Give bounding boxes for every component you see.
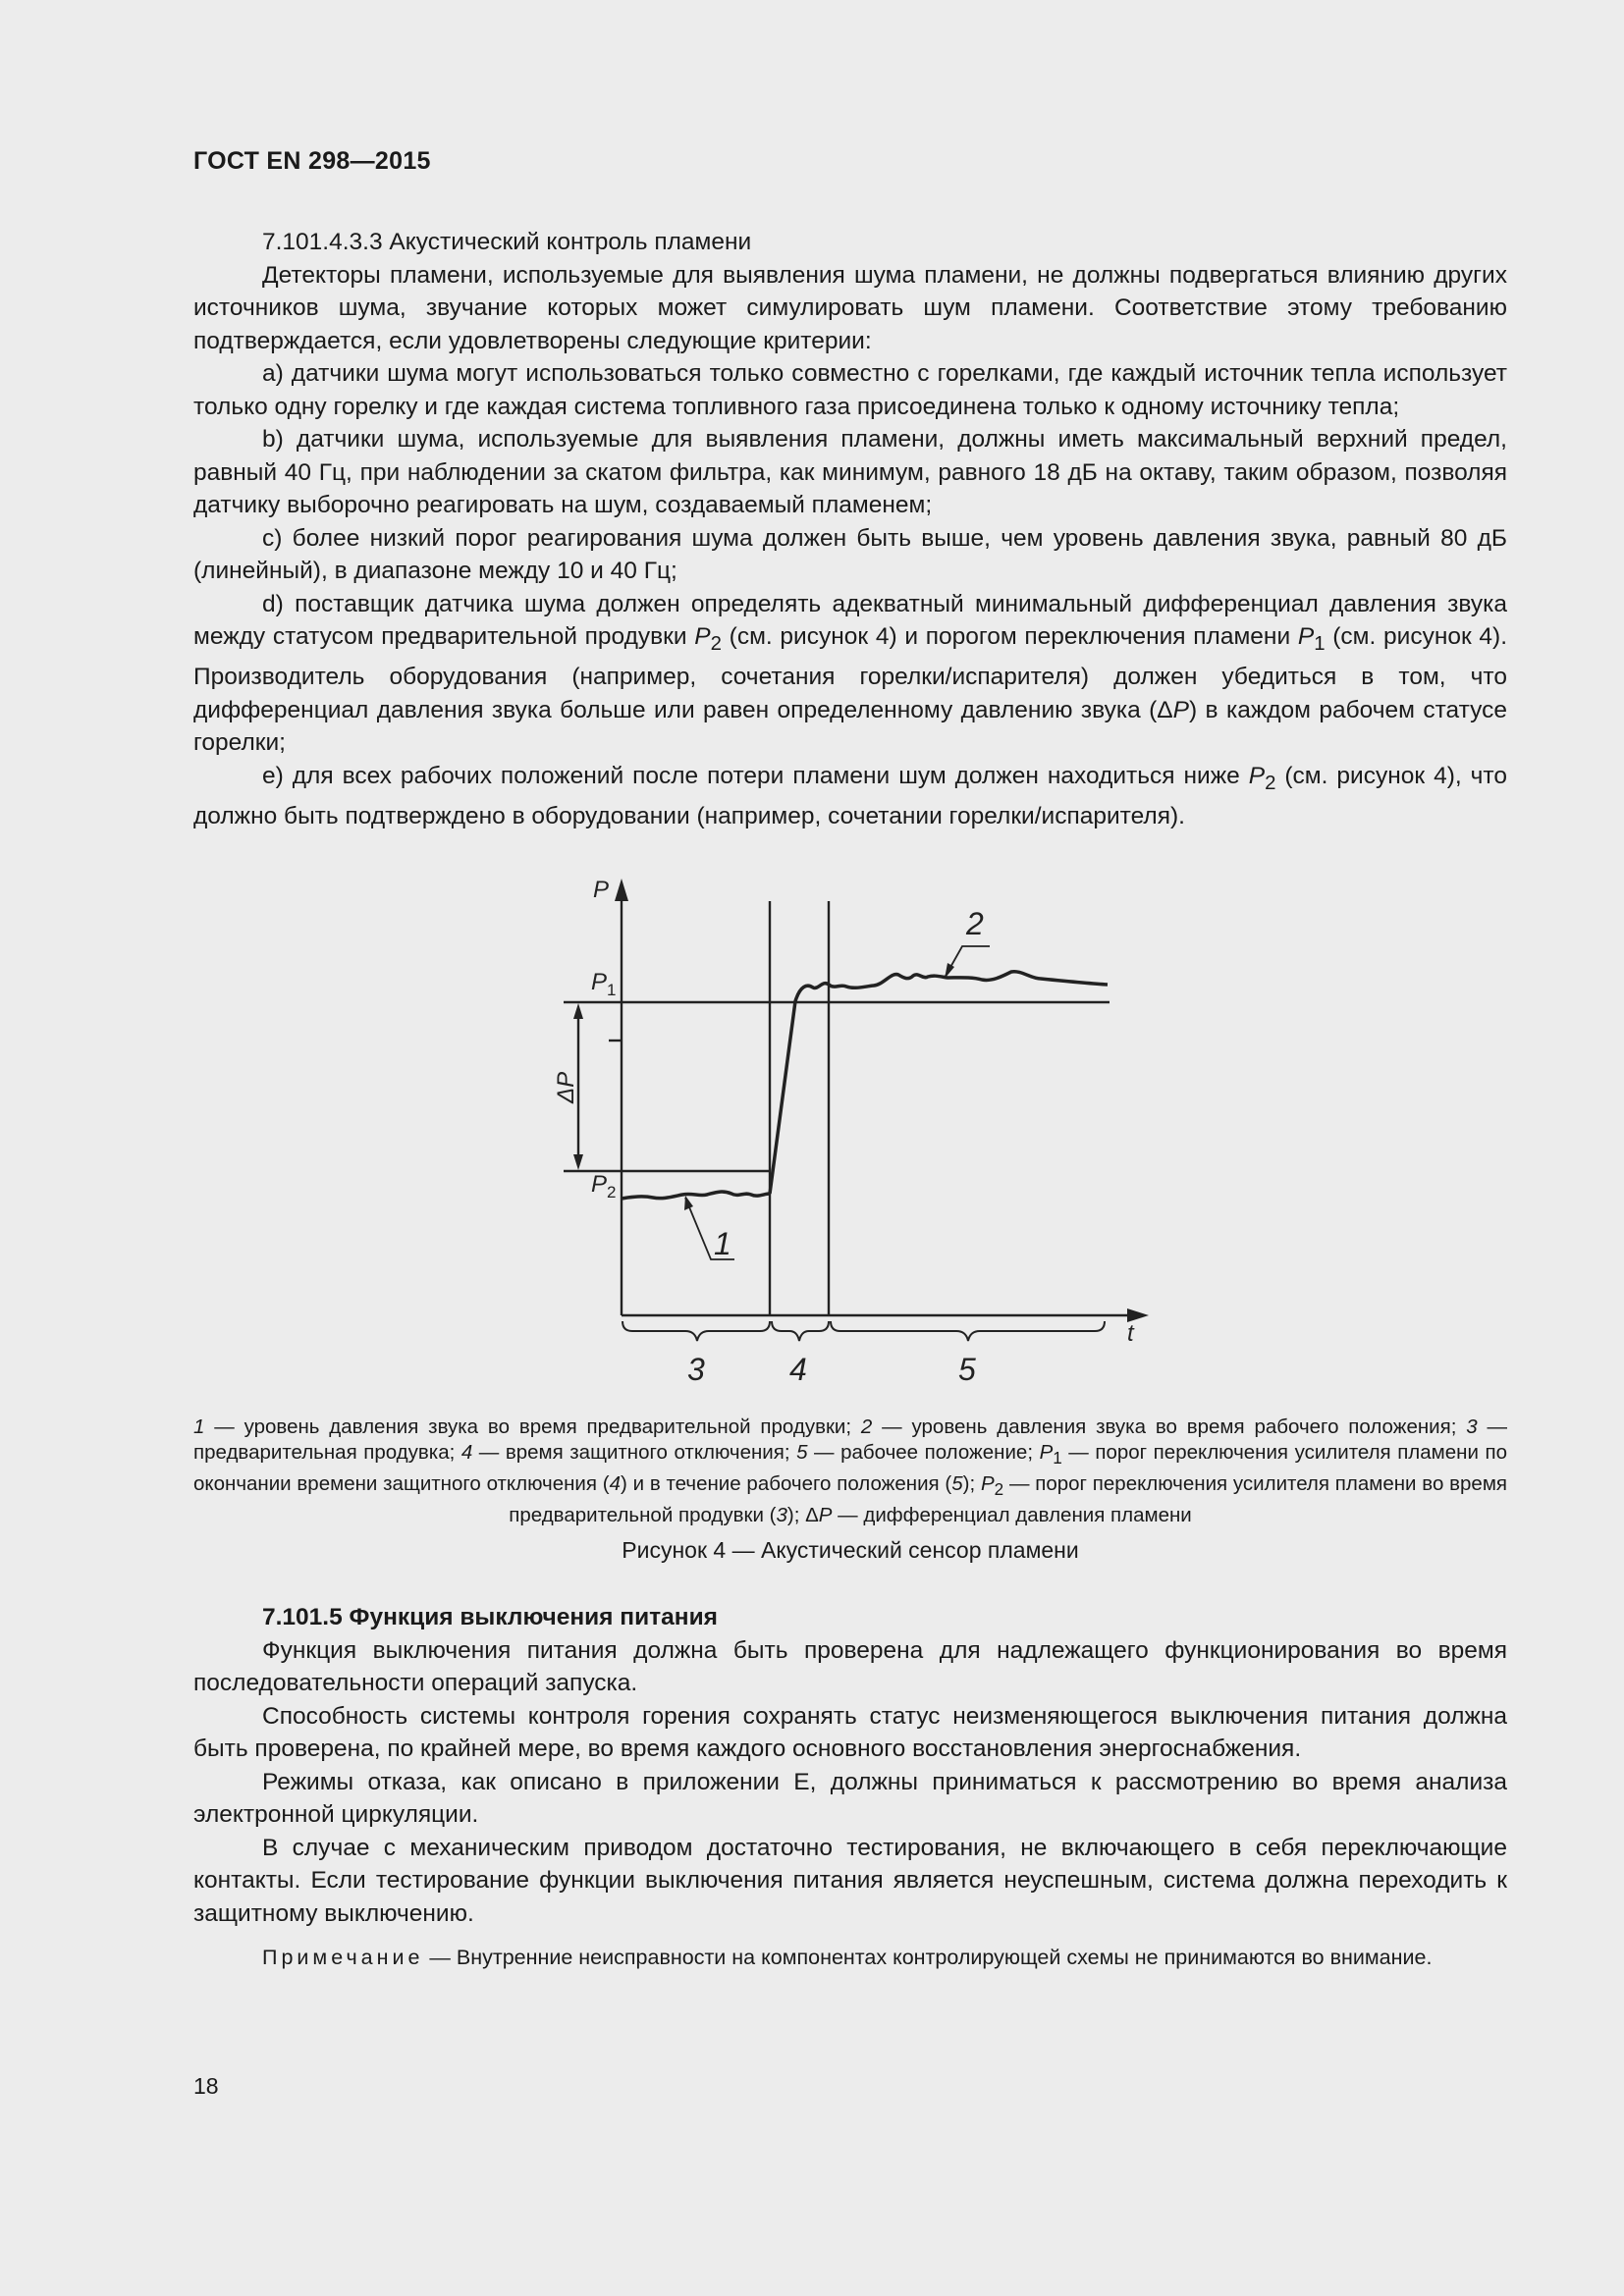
figure-caption: Рисунок 4 — Акустический сенсор пламени <box>622 1537 1079 1563</box>
delta-p-arrow-up <box>573 1003 583 1019</box>
note-text: — Внутренние неисправности на компонентах контролирующей схемы не принимаются во внимание. <box>423 1946 1433 1969</box>
criterion-d: d) поставщик датчика шума должен определять адекватный минимальный дифференциал давления звука между статусом предварительной продувки $P_2$ (см. рисунок 4) и порогом переключения пламени $P_1$ (см. рисунок 4). Производитель оборудования (например, сочетания горелки/испарителя) должен убедиться в том, что дифференциал давления звука больше или равен определенному давлению звука (ΔP) в каждом рабочем статусе горелки; <box>193 590 1507 757</box>
subsection-title: 7.101.4.3.3 Акустический контроль пламени <box>262 229 752 255</box>
y-axis-arrow <box>615 879 628 901</box>
section-power-off <box>193 1601 1507 1930</box>
paragraph: Режимы отказа, как описано в приложении E, должны приниматься к рассмотрению во время анализа электронной циркуляции. <box>193 1768 1507 1828</box>
paragraph: Детекторы пламени, используемые для выявления шума пламени, не должны подвергаться влиянию других источников шума, звучание которых может симулировать шум пламени. Соответствие этому требованию подтверждается, если удовлетворены следующие критерии: <box>193 261 1507 354</box>
prepurge-noise-curve <box>622 1192 770 1199</box>
callout-1-arrowhead <box>684 1196 693 1210</box>
operating-noise-curve <box>770 972 1108 1194</box>
criterion-b: b) датчики шума, используемые для выявления пламени, должны иметь максимальный верхний предел, равный 40 Гц, при наблюдении за скатом фильтра, как минимум, равного 18 дБ на октаву, таким образом, позволяя датчику выборочно реагировать на шум, создаваемый пламенем; <box>193 426 1507 518</box>
callout-2-label: 2 <box>966 906 984 941</box>
criterion-a: a) датчики шума могут использоваться только совместно с горелками, где каждый источник тепла использует только одну горелку и где каждая система топливного газа присоединена только к одному источнику тепла; <box>193 360 1507 420</box>
note <box>193 1944 1507 1972</box>
delta-p-label: ΔP <box>553 1071 579 1103</box>
interval-3-label: 3 <box>687 1352 705 1387</box>
p1-label: $P_1$ <box>591 969 617 999</box>
callout-2-leader <box>945 946 990 978</box>
figure-legend: 1 — уровень давления звука во время предварительной продувки; 2 — уровень давления звука во время рабочего положения; 3 — предварительная продувка; 4 — время защитного отключения; 5 — рабочее положение; $P_1$ — порог переключения усилителя пламени по окончании времени защитного отключения (4) и в течение рабочего положения (5); $P_2$ — порог переключения усилителя пламени во время предварительной продувки (3); ΔP — дифференциал давления пламени <box>193 1415 1508 1527</box>
x-axis-label: t <box>1127 1320 1134 1347</box>
page-number: 18 <box>193 2073 219 2099</box>
interval-4-brace <box>772 1321 829 1341</box>
acoustic-sensor-figure <box>550 864 1178 1394</box>
p2-label: $P_2$ <box>591 1171 617 1201</box>
body-text <box>193 226 1507 833</box>
section-title: 7.101.5 Функция выключения питания <box>262 1604 718 1630</box>
y-axis-label: P <box>593 877 610 903</box>
note-label: Примечание <box>262 1946 424 1969</box>
delta-p-arrow-down <box>573 1154 583 1170</box>
document-header: ГОСТ EN 298—2015 <box>193 147 431 175</box>
callout-1-label: 1 <box>714 1226 731 1261</box>
interval-4-label: 4 <box>789 1352 807 1387</box>
paragraph: Функция выключения питания должна быть проверена для надлежащего функционирования во время последовательности операций запуска. <box>193 1636 1507 1696</box>
interval-5-brace <box>831 1321 1105 1341</box>
paragraph: Способность системы контроля горения сохранять статус неизменяющегося выключения питания должна быть проверена, по крайней мере, во время каждого основного восстановления энергоснабжения. <box>193 1702 1507 1762</box>
interval-3-brace <box>623 1321 770 1341</box>
paragraph: В случае с механическим приводом достаточно тестирования, не включающего в себя переключающие контакты. Если тестирование функции выключения питания является неуспешным, система должна переходить к защитному выключению. <box>193 1834 1507 1927</box>
criterion-e: e) для всех рабочих положений после потери пламени шум должен находиться ниже $P_2$ (см. рисунок 4), что должно быть подтверждено в оборудовании (например, сочетании горелки/испарителя). <box>193 762 1507 830</box>
criterion-c: c) более низкий порог реагирования шума должен быть выше, чем уровень давления звука, равный 80 дБ (линейный), в диапазоне между 10 и 40 Гц; <box>193 524 1507 584</box>
interval-5-label: 5 <box>958 1352 976 1387</box>
